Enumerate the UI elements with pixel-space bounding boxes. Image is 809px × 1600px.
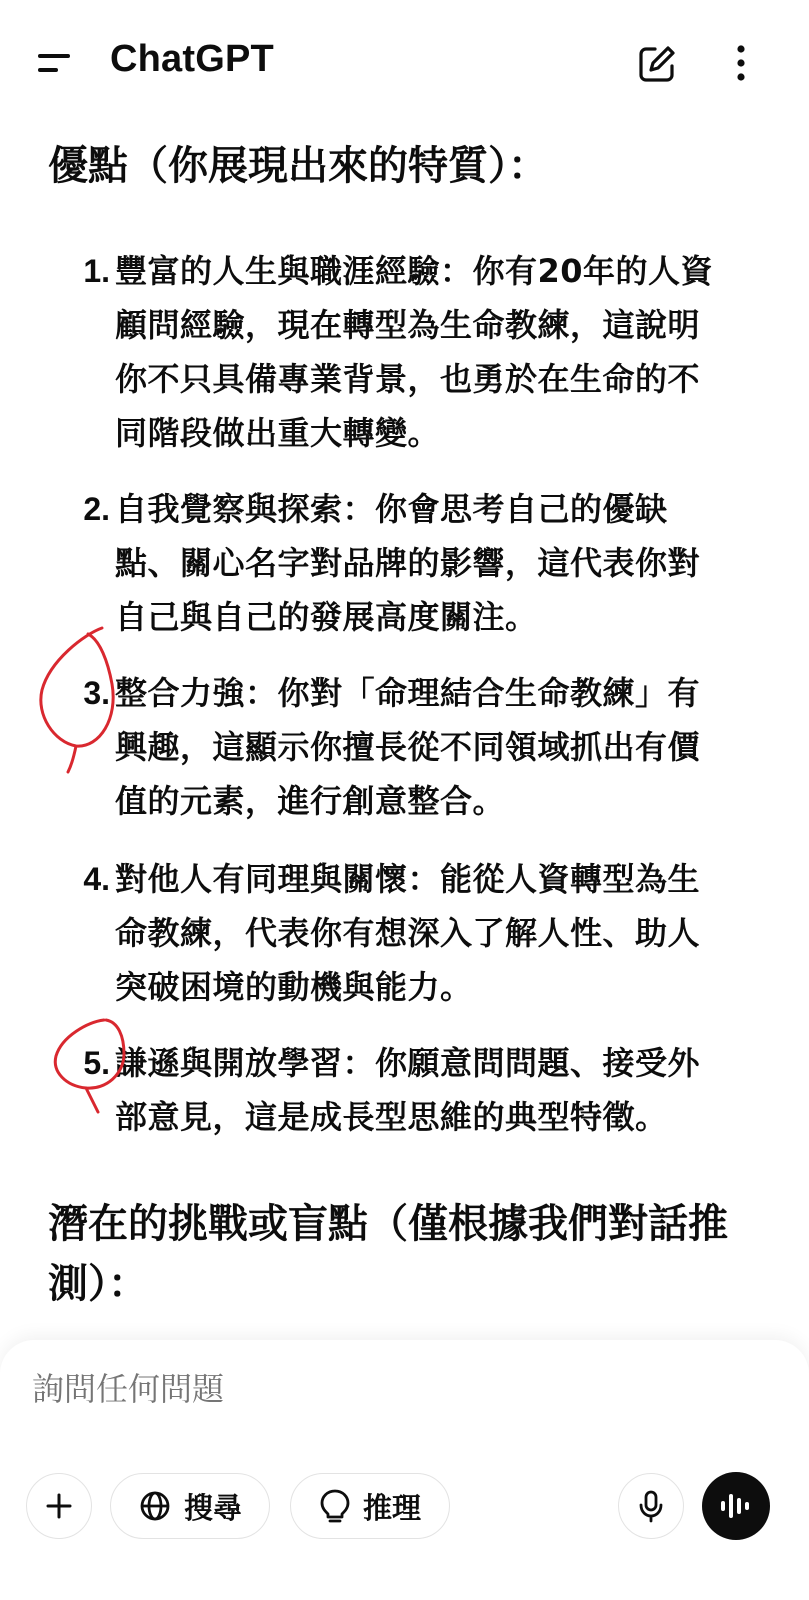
- text-line: 同階段做出重大轉變。: [115, 414, 441, 452]
- lightbulb-icon: [319, 1488, 351, 1524]
- app-title: ChatGPT: [110, 38, 274, 80]
- message-composer: [0, 1340, 809, 1600]
- text-line: 命教練，代表你有想深入了解人性、助人: [115, 914, 701, 952]
- list-item-text: [115, 1036, 745, 1144]
- text-line: 值的元素，進行創意整合。: [115, 782, 506, 820]
- list-item-text: [115, 852, 745, 1014]
- new-chat-icon[interactable]: [635, 42, 679, 86]
- microphone-button[interactable]: [618, 1473, 684, 1539]
- globe-icon: [138, 1489, 172, 1523]
- more-vertical-icon[interactable]: [733, 42, 749, 86]
- strengths-heading: 優點（你展現出來的特質）：: [48, 143, 548, 189]
- text-line: 顧問經驗，現在轉型為生命教練，這說明: [115, 306, 701, 344]
- list-number: 2.: [83, 491, 110, 527]
- text-line: 你不只具備專業背景，也勇於在生命的不: [115, 360, 701, 398]
- heading-line: 測）：: [48, 1261, 148, 1307]
- list-item-text: [115, 666, 745, 828]
- list-item-text: [115, 482, 745, 644]
- voice-mode-button[interactable]: [702, 1472, 770, 1540]
- list-number: 1.: [83, 253, 110, 289]
- text-line: 豐富的人生與職涯經驗：你有20年的人資: [115, 252, 714, 290]
- challenges-heading: [48, 1194, 768, 1314]
- text-line: 對他人有同理與關懷：能從人資轉型為生: [115, 860, 701, 898]
- text-line: 謙遜與開放學習：你願意問問題、接受外: [115, 1044, 701, 1082]
- text-line: 點、關心名字對品牌的影響，這代表你對: [115, 544, 701, 582]
- add-attachment-button[interactable]: [26, 1473, 92, 1539]
- text-line: 部意見，這是成長型思維的典型特徵。: [115, 1098, 668, 1136]
- voice-mode-icon: [717, 1489, 755, 1523]
- text-line: 突破困境的動機與能力。: [115, 968, 473, 1006]
- heading-line: 潛在的挑戰或盲點（僅根據我們對話推: [48, 1201, 728, 1247]
- text-line: 興趣，這顯示你擅長從不同領域抓出有價: [115, 728, 701, 766]
- search-label: 搜尋: [183, 1490, 242, 1525]
- list-item-text: [115, 244, 745, 460]
- top-app-bar: [0, 0, 809, 125]
- list-number: 3.: [83, 675, 110, 711]
- text-line: 自己與自己的發展高度關注。: [115, 598, 538, 636]
- text-line: 整合力強：你對「命理結合生命教練」有: [115, 674, 701, 712]
- microphone-icon: [637, 1489, 665, 1523]
- list-number: 5.: [83, 1045, 110, 1081]
- menu-icon[interactable]: [30, 44, 80, 84]
- message-input[interactable]: [32, 1370, 772, 1408]
- plus-icon: [44, 1491, 74, 1521]
- reason-label: 推理: [362, 1490, 421, 1525]
- reason-button[interactable]: [290, 1473, 450, 1539]
- search-button[interactable]: [110, 1473, 270, 1539]
- text-line: 自我覺察與探索：你會思考自己的優缺: [115, 490, 668, 528]
- list-number: 4.: [83, 861, 110, 897]
